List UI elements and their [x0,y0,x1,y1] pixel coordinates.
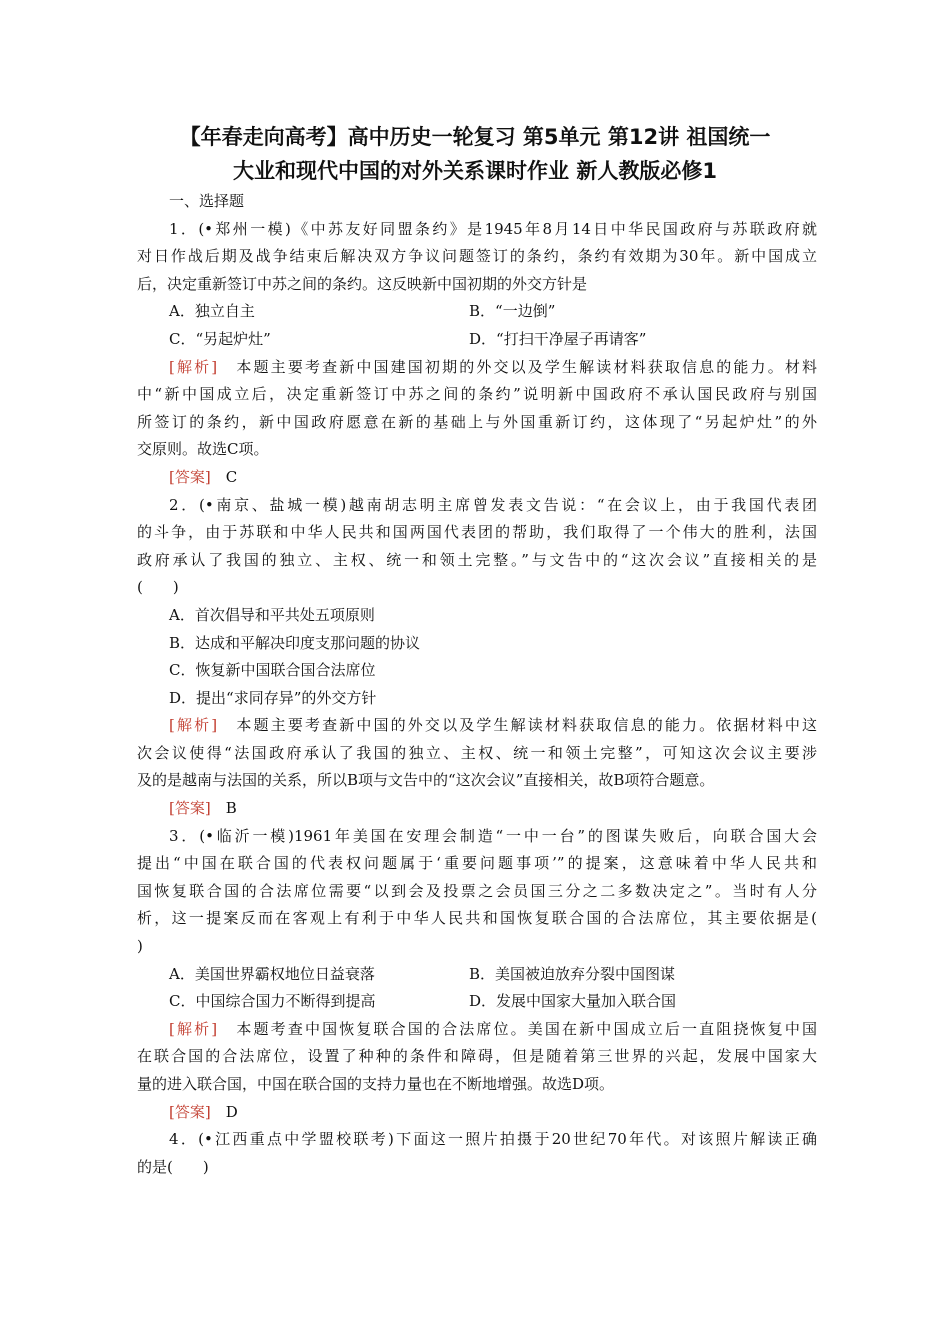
question-stem-line: 国恢复联合国的合法席位需要“以到会及投票之会员国三分之二多数决定之”。当时有人分 [137,881,817,900]
option-b: B．美国被迫放弃分裂中国图谋 [469,964,676,983]
analysis-line: 中“新中国成立后，决定重新签订中苏之间的条约”说明新中国政府不承认国民政府与别国 [137,385,817,404]
section-heading: 一、选择题 [169,192,245,210]
question-stem-line: 2．(•南京、盐城一模)越南胡志明主席曾发表文告说：“在会议上，由于我国代表团 [169,495,817,514]
option-b: B．“一边倒” [469,302,556,321]
question-stem-line: 4．(•江西重点中学盟校联考)下面这一照片拍摄于20世纪70年代。对该照片解读正确 [169,1130,817,1149]
option-b: B．达成和平解决印度支那问题的协议 [169,633,421,652]
answer-line [137,1099,817,1127]
analysis-line [137,354,817,382]
question-stem-line: 政府承认了我国的独立、主权、统一和领土完整。”与文告中的“这次会议”直接相关的是 [137,550,817,569]
option-a: A．首次倡导和平共处五项原则 [169,605,375,624]
answer-tag: [答案] [169,799,211,818]
option-d: D．“打扫干净屋子再请客” [469,329,647,348]
question-3 [137,823,817,1127]
answer-value: B [225,799,237,818]
analysis-text: 本题主要考查新中国的外交以及学生解读材料获取信息的能力。依据材料中这 [236,716,817,735]
question-stem-line: ) [137,937,143,956]
title-line-1: 【年春走向高考】高中历史一轮复习 第5单元 第12讲 祖国统一 [179,125,771,149]
analysis-line: 所签订的条约，新中国政府愿意在新的基础上与外国重新订约，这体现了“另起炉灶”的外 [137,412,817,431]
analysis-line: 交原则。故选C项。 [137,440,269,459]
option-c: C．恢复新中国联合国合法席位 [169,661,376,680]
option-d: D．提出“求同存异”的外交方针 [169,688,377,707]
answer-value: C [225,467,238,486]
analysis-tag: [解析] [169,716,218,735]
analysis-line: 及的是越南与法国的关系，所以B项与文告中的“这次会议”直接相关，故B项符合题意。 [137,771,715,790]
answer-tag: [答案] [169,467,211,486]
question-1 [137,216,817,492]
question-4 [137,1126,817,1181]
question-2 [137,492,817,823]
analysis-line [137,1016,817,1044]
analysis-tag: [解析] [169,357,218,376]
options-row [137,961,817,989]
question-stem-line: ( ) [137,578,179,597]
analysis-text: 本题考查中国恢复联合国的合法席位。美国在新中国成立后一直阻挠恢复中国 [236,1019,817,1038]
title-line-2: 大业和现代中国的对外关系课时作业 新人教版必修1 [233,159,717,183]
question-stem-line: 3．(•临沂一模)1961年美国在安理会制造“一中一台”的图谋失败后，向联合国大会 [169,826,817,845]
answer-line [137,795,817,823]
question-stem-line: 析，这一提案反而在客观上有利于中华人民共和国恢复联合国的合法席位，其主要依据是( [137,909,817,928]
analysis-line: 量的进入联合国，中国在联合国的支持力量也在不断地增强。故选D项。 [137,1075,615,1093]
option-c: C．中国综合国力不断得到提高 [169,992,376,1011]
question-stem-line: 的是( ) [137,1157,209,1176]
analysis-text: 本题主要考查新中国建国初期的外交以及学生解读材料获取信息的能力。材料 [236,357,817,376]
analysis-tag: [解析] [169,1019,218,1038]
analysis-line: 在联合国的合法席位，设置了种种的条件和障碍，但是随着第三世界的兴起，发展中国家大 [137,1047,817,1066]
question-stem-line: 提出“中国在联合国的代表权问题属于‘重要问题事项’”的提案，这意味着中华人民共和 [137,854,817,873]
options-row [137,326,817,354]
question-stem-line: 后，决定重新签订中苏之间的条约。这反映新中国初期的外交方针是 [137,274,588,293]
options-row [137,988,817,1016]
option-d: D．发展中国家大量加入联合国 [469,992,677,1011]
option-a: A．独立自主 [169,302,255,321]
answer-line [137,464,817,492]
document-title [120,120,830,188]
answer-value: D [225,1102,238,1121]
question-stem-line: 对日作战后期及战争结束后解决双方争议问题签订的条约，条约有效期为30年。新中国成立 [137,247,817,266]
answer-tag: [答案] [169,1102,211,1121]
analysis-line [137,712,817,740]
analysis-line: 次会议使得“法国政府承认了我国的独立、主权、统一和领土完整”，可知这次会议主要涉 [137,743,817,762]
option-c: C．“另起炉灶” [169,329,271,348]
question-stem-line: 的斗争，由于苏联和中华人民共和国两国代表团的帮助，我们取得了一个伟大的胜利，法国 [137,523,817,542]
options-row [137,298,817,326]
document-body [137,188,817,1181]
question-stem-line: 1．(•郑州一模)《中苏友好同盟条约》是1945年8月14日中华民国政府与苏联政府就 [169,219,817,238]
option-a: A．美国世界霸权地位日益衰落 [169,964,375,983]
